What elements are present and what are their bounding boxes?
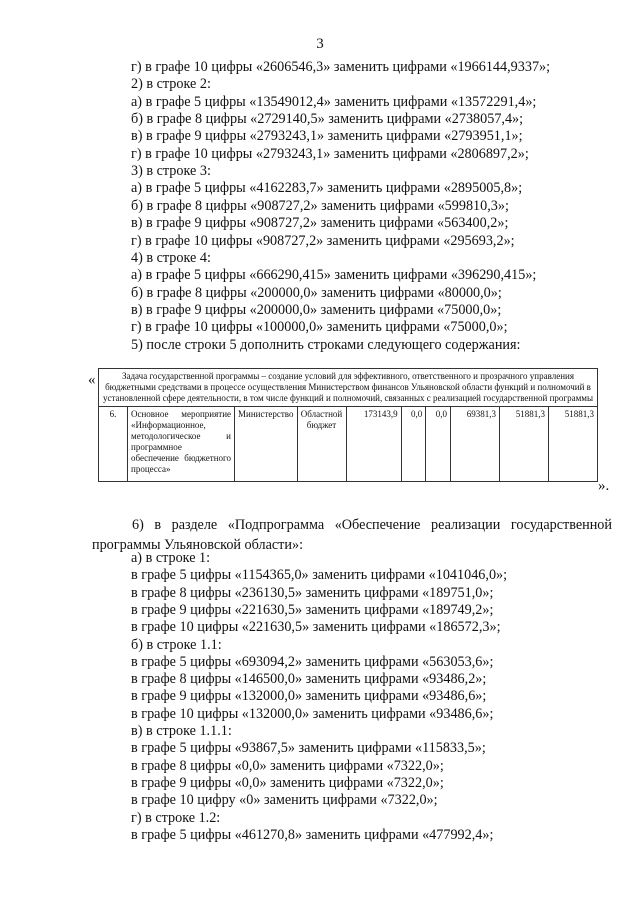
amendment-line: в графе 9 цифры «221630,5» заменить цифрами «189749,2»; [131,601,494,618]
amendment-line: г) в графе 10 цифры «2606546,3» заменить цифрами «1966144,9337»; [131,59,551,75]
amendment-line: 4) в строке 4: [131,249,211,266]
amendment-line: в графе 8 цифры «146500,0» заменить цифрами «93486,2»; [131,671,487,688]
row-value-4: 69381,3 [450,407,499,482]
amendment-line: г) в строке 1.2: [131,809,221,826]
row-value-3: 0,0 [426,407,451,482]
inserted-table [98,368,598,482]
amendment-line: в графе 5 цифры «693094,2» заменить цифрами «563053,6»; [131,653,494,670]
amendment-line: в графе 8 цифры «236130,5» заменить цифрами «189751,0»; [131,584,494,601]
row-value-2: 0,0 [401,407,426,482]
amendment-line: а) в графе 5 цифры «4162283,7» заменить цифрами «2895005,8»; [131,180,523,197]
amendment-line: в графе 5 цифры «461270,8» заменить цифрами «477992,4»; [131,826,494,843]
amendment-line: в графе 5 цифры «93867,5» заменить цифрами «115833,5»; [131,740,486,757]
amendment-line: в графе 5 цифры «1154365,0» заменить цифрами «1041046,0»; [131,567,508,584]
amendment-line: 3) в строке 3: [131,163,211,180]
row-executor: Министерство [235,407,298,482]
amendment-line: в) в строке 1.1.1: [131,723,232,739]
amendment-line: г) в графе 10 цифры «2793243,1» заменить цифрами «2806897,2»; [131,145,529,162]
amendment-line: б) в графе 8 цифры «908727,2» заменить цифрами «599810,3»; [131,197,509,214]
amendment-line: г) в графе 10 цифры «908727,2» заменить цифрами «295693,2»; [131,232,515,249]
amendment-line: в графе 10 цифры «132000,0» заменить цифрами «93486,6»; [131,705,494,722]
row-value-5: 51881,3 [499,407,548,482]
amendment-line: в графе 10 цифры «221630,5» заменить цифрами «186572,3»; [131,619,501,636]
quote-close: ». [598,478,610,494]
amendment-line: б) в строке 1.1: [131,636,222,653]
amendment-line: в) в графе 9 цифры «908727,2» заменить цифрами «563400,2»; [131,215,509,232]
amendment-line: б) в графе 8 цифры «200000,0» заменить цифрами «80000,0»; [131,284,502,301]
amendment-line: а) в графе 5 цифры «666290,415» заменить цифрами «396290,415»; [131,267,537,284]
amendment-line: в) в графе 9 цифры «200000,0» заменить цифрами «75000,0»; [131,301,502,318]
row-value-1: 173143,9 [346,407,401,482]
amendment-line: 2) в строке 2: [131,76,211,93]
task-cell: Задача государственной программы – создание условий для эффективного, ответственного и прозрачного управления бюджетными средствами в процессе осуществления Министерством финансов Ульяновской области функций и полномочий в установленной сфере деятельности, в том числе функций и полномочий, связанных с реализацией государственной программы [99,369,598,407]
amendment-line: в графе 9 цифры «132000,0» заменить цифрами «93486,6»; [131,688,487,705]
amendment-line: в графе 8 цифры «0,0» заменить цифрами «7322,0»; [131,757,444,774]
page-number: 3 [316,36,324,52]
amendment-line: в графе 10 цифру «0» заменить цифрами «7322,0»; [131,792,438,809]
amendment-line: г) в графе 10 цифры «100000,0» заменить цифрами «75000,0»; [131,319,508,336]
row-name: Основное мероприятие «Информационное, методологическое и программное обеспечение бюджетного процесса» [128,407,235,482]
row-source: Областной бюджет [297,407,346,482]
amendment-line: а) в строке 1: [131,550,211,566]
amendment-line: в) в графе 9 цифры «2793243,1» заменить цифрами «2793951,1»; [131,128,523,145]
amendment-line: 5) после строки 5 дополнить строками следующего содержания: [131,336,521,353]
row-number: 6. [99,407,128,482]
row-value-6: 51881,3 [548,407,597,482]
amendment-line: а) в графе 5 цифры «13549012,4» заменить цифрами «13572291,4»; [131,93,537,110]
quote-open: « [88,372,96,388]
paragraph-6: 6) в разделе «Подпрограмма «Обеспечение реализации государственной программы Ульяновской области»: [92,517,612,553]
table-row [99,407,598,482]
amendment-line: б) в графе 8 цифры «2729140,5» заменить цифрами «2738057,4»; [131,111,524,128]
amendment-line: в графе 9 цифры «0,0» заменить цифрами «7322,0»; [131,774,444,791]
